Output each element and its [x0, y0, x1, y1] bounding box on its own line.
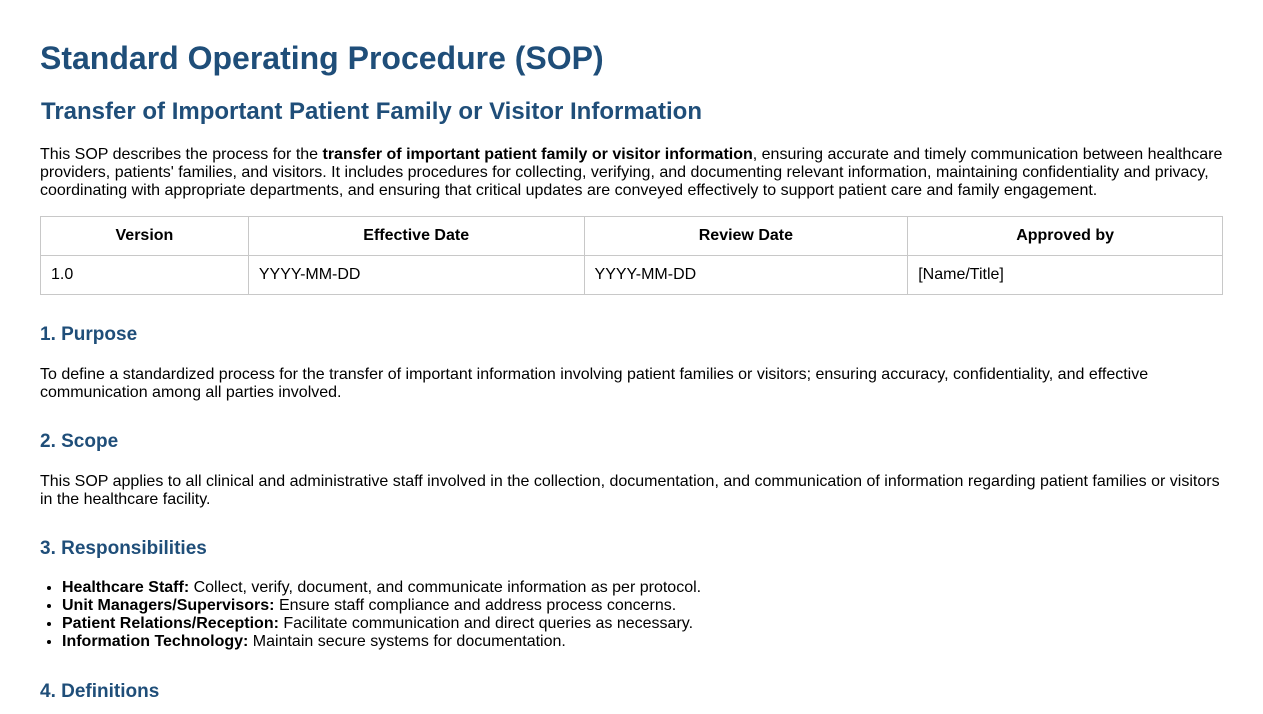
- role-label: Patient Relations/Reception:: [62, 615, 279, 632]
- role-description: Collect, verify, document, and communicate information as per protocol.: [189, 579, 702, 596]
- table-header-row: [41, 217, 1223, 256]
- cell-effective-date: YYYY-MM-DD: [248, 256, 584, 295]
- intro-text-bold: transfer of important patient family or visitor information: [322, 146, 753, 163]
- page-subtitle: Transfer of Important Patient Family or Visitor Information: [41, 98, 702, 125]
- header-approved-by: Approved by: [908, 217, 1223, 256]
- role-description: Maintain secure systems for documentation.: [248, 633, 566, 650]
- role-label: Unit Managers/Supervisors:: [62, 597, 275, 614]
- section-title-scope: 2. Scope: [40, 431, 119, 452]
- intro-paragraph: [40, 146, 1230, 200]
- scope-text: This SOP applies to all clinical and administrative staff involved in the collection, documentation, and communication of information regarding patient families or visitors in the healthcare facility.: [40, 473, 1220, 508]
- page-title: Standard Operating Procedure (SOP): [40, 40, 604, 76]
- section-title-purpose: 1. Purpose: [40, 324, 138, 345]
- responsibilities-list: [40, 579, 701, 651]
- list-item: [62, 615, 701, 633]
- list-item: [62, 597, 701, 615]
- cell-approved-by: [Name/Title]: [908, 256, 1223, 295]
- list-item: [62, 633, 701, 651]
- document-meta-table: [40, 216, 1223, 295]
- role-label: Information Technology:: [62, 633, 249, 650]
- purpose-text: To define a standardized process for the transfer of important information involving patient families or visitors; ensuring accuracy, confidentiality, and effective communication among all parties involved.: [40, 366, 1149, 401]
- section-title-responsibilities: 3. Responsibilities: [40, 538, 207, 559]
- table-row: [41, 256, 1223, 295]
- cell-version: 1.0: [41, 256, 249, 295]
- role-description: Ensure staff compliance and address process concerns.: [274, 597, 677, 614]
- header-effective-date: Effective Date: [248, 217, 584, 256]
- cell-review-date: YYYY-MM-DD: [584, 256, 908, 295]
- list-item: [62, 579, 701, 597]
- header-version: Version: [41, 217, 249, 256]
- section-title-definitions: 4. Definitions: [40, 681, 160, 702]
- header-review-date: Review Date: [584, 217, 908, 256]
- role-description: Facilitate communication and direct queries as necessary.: [278, 615, 694, 632]
- role-label: Healthcare Staff:: [62, 579, 190, 596]
- intro-text-before: This SOP describes the process for the: [40, 146, 323, 163]
- intro-text-after: , ensuring accurate and timely communication between healthcare providers, patients' families, and visitors. It includes procedures for collecting, verifying, and documenting relevant information, maintaining confidentiality and privacy, coordinating with appropriate departments, and ensuring that critical updates are conveyed effectively to support patient care and family engagement.: [40, 146, 1223, 199]
